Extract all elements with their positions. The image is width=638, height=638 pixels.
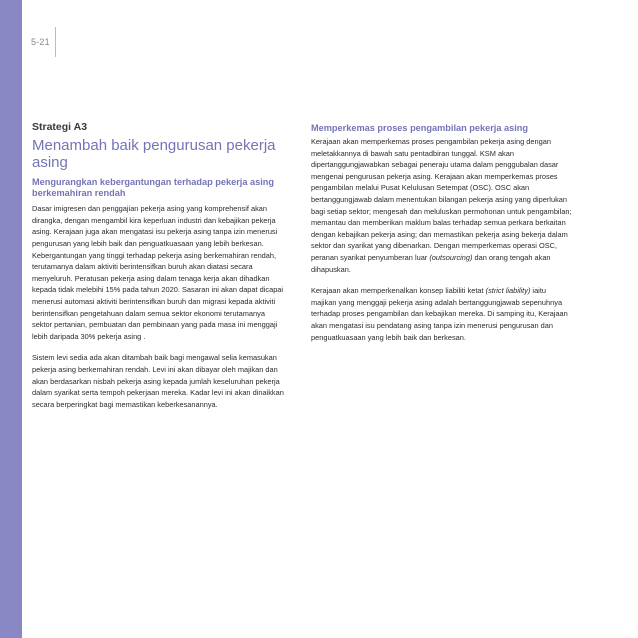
side-color-bar <box>0 0 22 638</box>
left-column <box>32 122 287 420</box>
right-column <box>311 122 573 353</box>
left-paragraph-2: Sistem levi sedia ada akan ditambah baik bagi mengawal selia kemasukan pekerja asing berkemahiran rendah. Levi ini akan dibayar oleh majikan dan akan berdasarkan nisbah pekerja asing kepada jumlah keseluruhan pekerja dalam syarikat serta tempoh pekerjaan mereka. Kadar levi ini akan dinaikkan secara berperingkat bagi memastikan keberkesanannya. <box>32 353 284 409</box>
left-paragraph-1: Dasar imigresen dan penggajian pekerja asing yang komprehensif akan dirangka, dengan mengambil kira keperluan industri dan kebajikan pekerja asing. Kerajaan juga akan mengatasi isu pekerja asing tanpa izin menerusi pengurusan yang lebih baik dan penguatkuasaan yang lebih berkesan. Kebergantungan yang tinggi terhadap pekerja asing berkemahiran rendah, terutamanya dalam aktiviti berintensifkan buruh akan diatasi secara menyeluruh. Peratusan pekerja asing dalam tenaga kerja akan dihadkan kepada tidak melebihi 15% pada tahun 2020. Sasaran ini akan dapat dicapai menerusi automasi aktiviti berintensifkan buruh dan migrasi kepada aktiviti berintensifkan pengetahuan dalam semua sektor ekonomi terutamanya sektor pertanian, pembuatan dan pembinaan yang pada masa ini menggaji lebih daripada 30% pekerja asing . <box>32 204 284 341</box>
right-paragraph-2-text-b: iaitu majikan yang menggaji pekerja asing adalah bertanggungjawab sepenuhnya terhadap proses pengambilan dan kebajikan mereka. Di samping itu, Kerajaan akan mengatasi isu pendatang asing tanpa izin menerusi pengurusan dan penguatkuasaan yang lebih baik dan berkesan. <box>311 286 568 342</box>
right-paragraph-2-text-a: Kerajaan akan memperkenalkan konsep liabiliti ketat <box>311 286 486 296</box>
page-number: 5-21 <box>31 37 50 47</box>
left-subheading: Mengurangkan kebergantungan terhadap pekerja asing berkemahiran rendah <box>32 176 274 199</box>
right-paragraph-1-text-b: dan orang tengah akan dihapuskan. <box>311 252 551 274</box>
right-paragraph-2 <box>311 285 573 343</box>
strategy-title: Menambah baik pengurusan pekerja asing <box>32 136 276 171</box>
right-paragraph-1-italic: (outsourcing) <box>429 252 473 262</box>
strategy-label: Strategi A3 <box>32 121 88 133</box>
right-subheading: Memperkemas proses pengambilan pekerja asing <box>311 123 529 133</box>
right-paragraph-2-italic: (strict liability) <box>485 286 531 296</box>
right-paragraph-1 <box>311 136 573 275</box>
right-paragraph-1-text-a: Kerajaan akan memperkemas proses pengambilan pekerja asing dengan meletakkannya di bawah satu pentadbiran tunggal. KSM akan dipertanggungjawabkan sebagai peneraju utama dalam penggubalan dasar mengenai pengurusan pekerja asing. Kerajaan akan memperkemas proses pengambilan melalui Pusat Kelulusan Setempat (OSC). OSC akan bertanggungjawab dalam menentukan bilangan pekerja asing yang diperlukan bagi setiap sektor; mengesah dan meluluskan permohonan untuk pengambilan; memantau dan memberikan maklum balas terhadap semua perkara berkaitan dengan kebajikan pekerja asing; dan memastikan pekerja asing bekerja dalam sektor dan syarikat yang dibenarkan. Dengan memperkemas operasi OSC, peranan syarikat penyumberan luar <box>311 137 572 262</box>
page-number-divider <box>55 27 56 57</box>
